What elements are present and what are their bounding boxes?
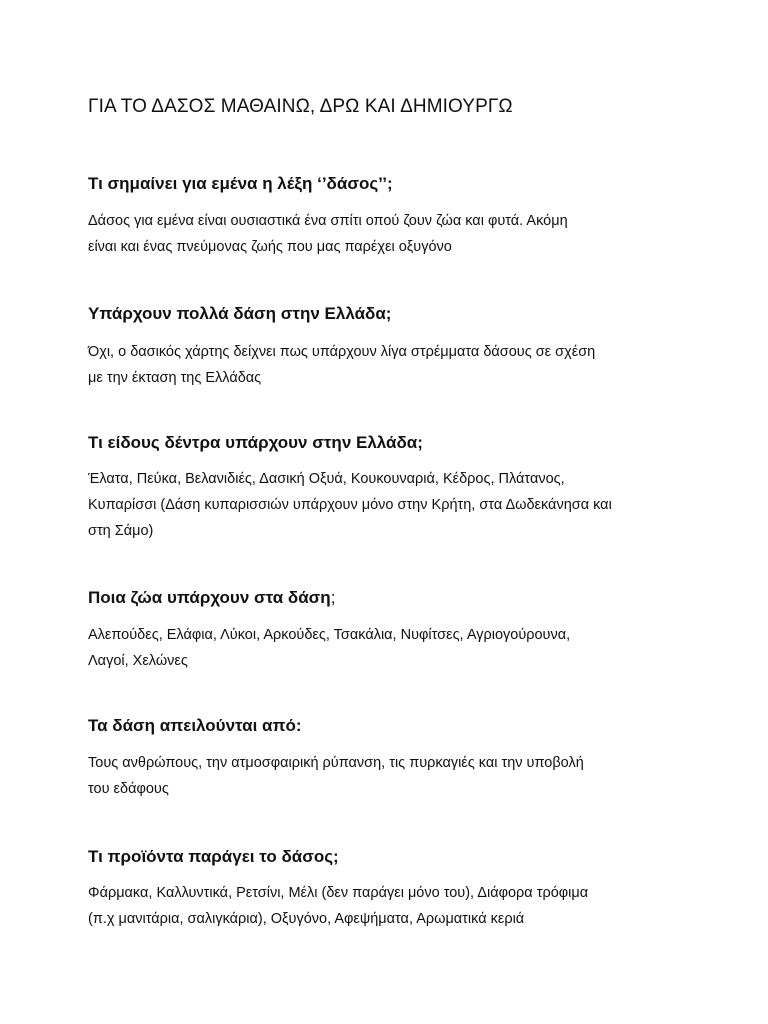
- answer-paragraph: [88, 339, 688, 391]
- answer-line: του εδάφους: [88, 781, 169, 797]
- question-heading: Τα δάση απειλούνται από:: [88, 716, 302, 735]
- answer-line: Δάσος για εμένα είναι ουσιαστικά ένα σπίτι οπού ζουν ζώα και φυτά. Ακόμη: [88, 213, 568, 229]
- answer-line: στη Σάμο): [88, 523, 154, 539]
- answer-paragraph: [88, 208, 688, 260]
- answer-line: Έλατα, Πεύκα, Βελανιδιές, Δασική Οξυά, Κουκουναριά, Κέδρος, Πλάτανος,: [88, 471, 565, 487]
- question-heading: Τι είδους δέντρα υπάρχουν στην Ελλάδα;: [88, 433, 423, 452]
- question-mark: ;: [330, 588, 336, 607]
- answer-line: με την έκταση της Ελλάδας: [88, 370, 262, 386]
- question-heading: [88, 588, 335, 608]
- answer-line: Όχι, ο δασικός χάρτης δείχνει πως υπάρχουν λίγα στρέμματα δάσους σε σχέση: [88, 344, 596, 360]
- answer-line: είναι και ένας πνεύμονας ζωής που μας παρέχει οξυγόνο: [88, 239, 452, 255]
- page-title: ΓΙΑ ΤΟ ΔΑΣΟΣ ΜΑΘΑΙΝΩ, ΔΡΩ ΚΑΙ ΔΗΜΙΟΥΡΓΩ: [88, 96, 513, 117]
- answer-line: Λαγοί, Χελώνες: [88, 653, 188, 669]
- answer-paragraph: [88, 750, 688, 802]
- answer-line: Φάρμακα, Καλλυντικά, Ρετσίνι, Μέλι (δεν παράγει μόνο του), Διάφορα τρόφιμα: [88, 885, 589, 901]
- answer-paragraph: [88, 622, 688, 674]
- question-heading: Υπάρχουν πολλά δάση στην Ελλάδα;: [88, 304, 392, 323]
- answer-line: (π.χ μανιτάρια, σαλιγκάρια), Οξυγόνο, Αφεψήματα, Αρωματικά κεριά: [88, 911, 525, 927]
- question-heading: Τι σημαίνει για εμένα η λέξη ‘’δάσος’’;: [88, 174, 393, 193]
- question-text: Ποια ζώα υπάρχουν στα δάση: [88, 588, 331, 607]
- question-heading: Τι προϊόντα παράγει το δάσος;: [88, 847, 339, 866]
- answer-paragraph: [88, 466, 688, 544]
- answer-line: Κυπαρίσσι (Δάση κυπαρισσιών υπάρχουν μόνο στην Κρήτη, στα Δωδεκάνησα και: [88, 497, 612, 513]
- answer-line: Αλεπούδες, Ελάφια, Λύκοι, Αρκούδες, Τσακάλια, Νυφίτσες, Αγριογούρουνα,: [88, 627, 571, 643]
- answer-paragraph: [88, 880, 688, 932]
- answer-line: Τους ανθρώπους, την ατμοσφαιρική ρύπανση, τις πυρκαγιές και την υποβολή: [88, 755, 584, 771]
